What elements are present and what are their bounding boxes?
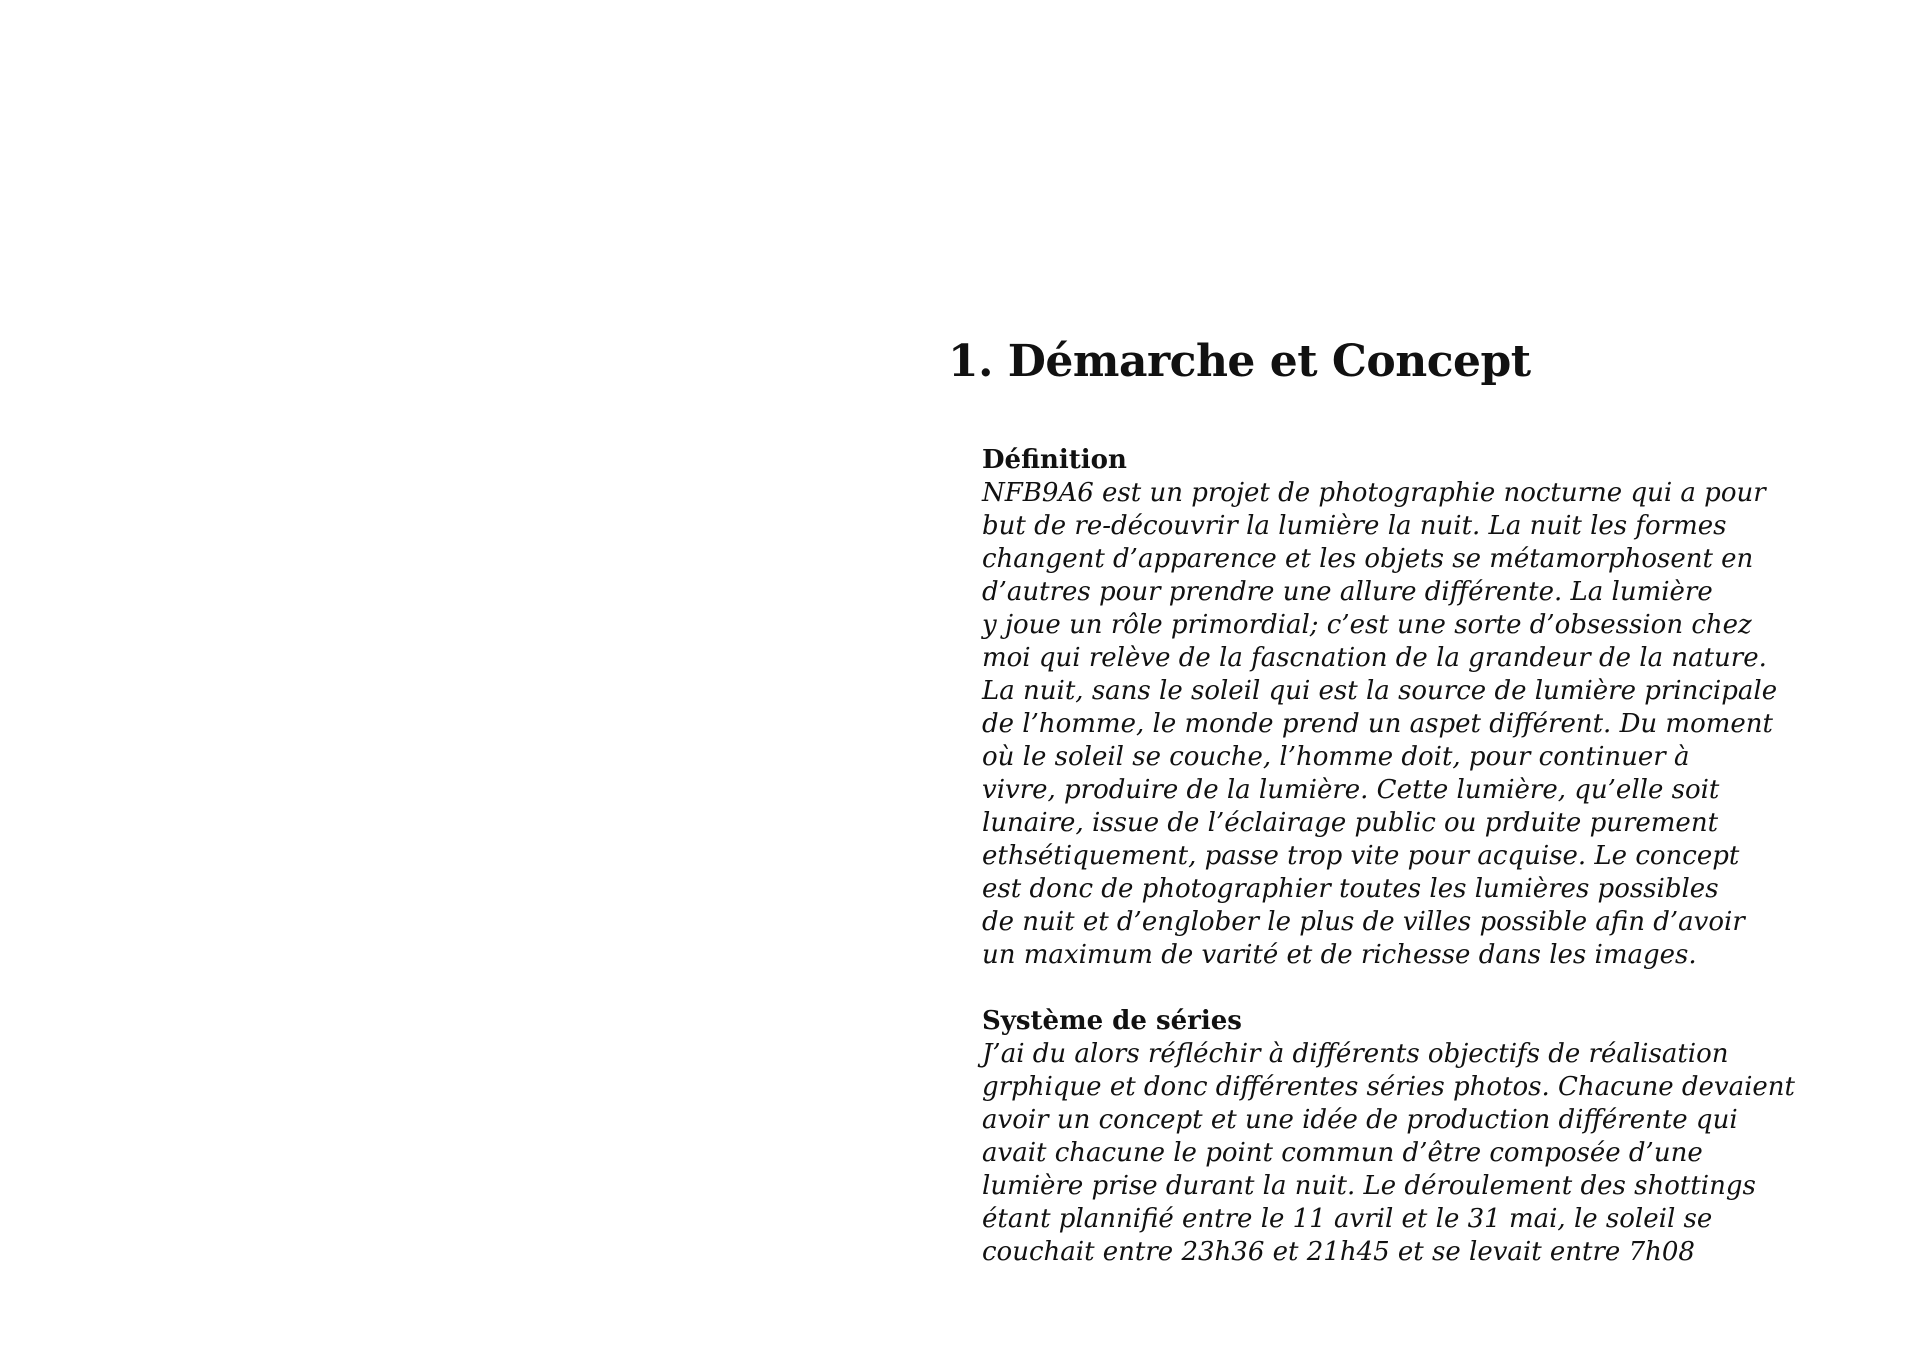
definition-line: d’autres pour prendre une allure différente. La lumière <box>982 577 1713 607</box>
definition-line: est donc de photographier toutes les lumières possibles <box>982 874 1719 904</box>
series-system-line: grphique et donc différentes séries photos. Chacune devaient <box>982 1072 1795 1102</box>
series-system-paragraph <box>982 1038 1882 1269</box>
definition-line: de nuit et d’englober le plus de villes possible afin d’avoir <box>982 907 1745 937</box>
series-system-line: couchait entre 23h36 et 21h45 et se levait entre 7h08 <box>982 1237 1695 1267</box>
definition-line: NFB9A6 est un projet de photographie nocturne qui a pour <box>982 478 1766 508</box>
definition-line: lunaire, issue de l’éclairage public ou prduite purement <box>982 808 1719 838</box>
definition-line: un maximum de varité et de richesse dans les images. <box>982 940 1697 970</box>
series-system-line: avoir un concept et une idée de production différente qui <box>982 1105 1738 1135</box>
series-system-heading: Système de séries <box>982 1006 1242 1036</box>
series-system-line: étant plannifié entre le 11 avril et le 31 mai, le soleil se <box>982 1204 1713 1234</box>
definition-line: de l’homme, le monde prend un aspet différent. Du moment <box>982 709 1773 739</box>
definition-line: ethsétiquement, passe trop vite pour acquise. Le concept <box>982 841 1740 871</box>
definition-section <box>982 444 1882 972</box>
definition-line: où le soleil se couche, l’homme doit, pour continuer à <box>982 742 1690 772</box>
series-system-line: avait chacune le point commun d’être composée d’une <box>982 1138 1703 1168</box>
definition-line: moi qui relève de la fascnation de la grandeur de la nature. <box>982 643 1767 673</box>
series-system-section <box>982 1005 1882 1269</box>
definition-heading: Définition <box>982 445 1127 475</box>
definition-line: changent d’apparence et les objets se métamorphosent en <box>982 544 1754 574</box>
definition-line: La nuit, sans le soleil qui est la source de lumière principale <box>982 676 1778 706</box>
definition-paragraph <box>982 477 1882 972</box>
definition-line: vivre, produire de la lumière. Cette lumière, qu’elle soit <box>982 775 1720 805</box>
definition-line: y joue un rôle primordial; c’est une sorte d’obsession chez <box>982 610 1752 640</box>
series-system-line: lumière prise durant la nuit. Le déroulement des shottings <box>982 1171 1756 1201</box>
series-system-line: J’ai du alors réfléchir à différents objectifs de réalisation <box>982 1039 1729 1069</box>
definition-line: but de re-découvrir la lumière la nuit. La nuit les formes <box>982 511 1727 541</box>
chapter-title: 1. Démarche et Concept <box>948 336 1531 387</box>
